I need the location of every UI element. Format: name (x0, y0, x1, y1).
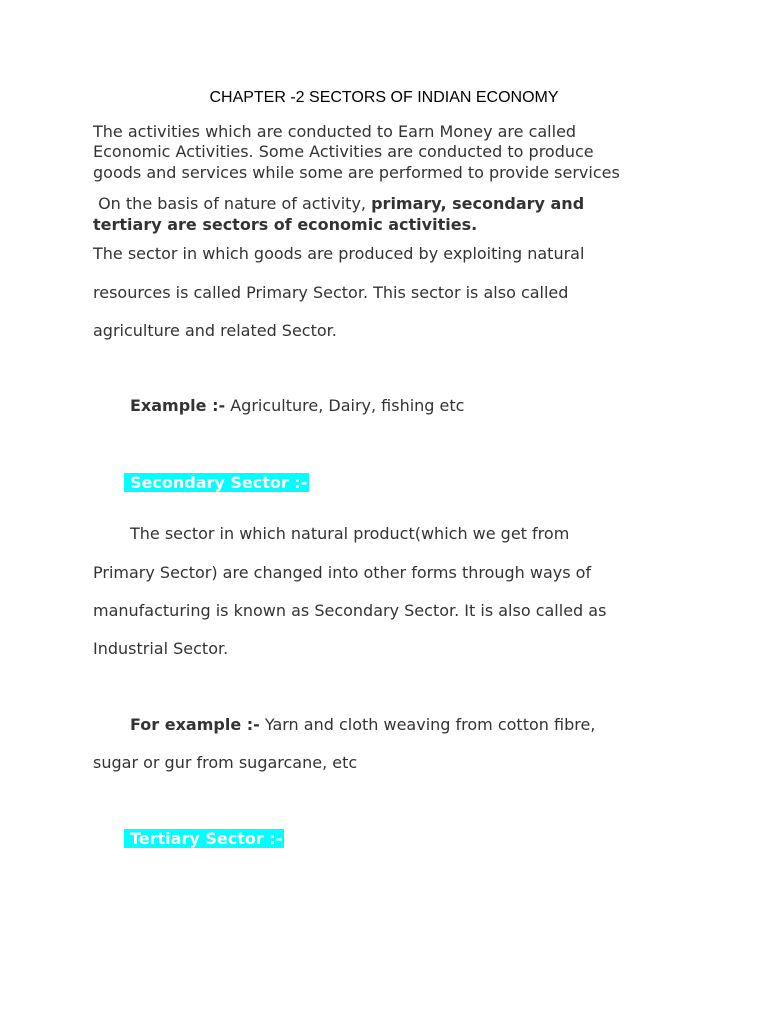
secondary-line-2: Primary Sector) are changed into other forms through ways of (93, 563, 592, 582)
basis-line-2 (93, 215, 477, 234)
page-title (0, 89, 768, 107)
secondary-example-text-1: Yarn and cloth weaving from cotton fibre, (259, 715, 596, 734)
tertiary-heading (124, 829, 284, 848)
intro-line-1: The activities which are conducted to Earn Money are called (93, 122, 577, 141)
intro-line-2: Economic Activities. Some Activities are conducted to produce (93, 142, 594, 161)
basis-line-1 (93, 194, 584, 213)
primary-example-text: Agriculture, Dairy, fishing etc (225, 396, 465, 415)
basis-bold-text-1: primary, secondary and (371, 194, 585, 213)
primary-example-label: Example :- (130, 396, 226, 415)
secondary-line-3: manufacturing is known as Secondary Sector. It is also called as (93, 601, 607, 620)
secondary-example-line-2: sugar or gur from sugarcane, etc (93, 753, 358, 772)
secondary-example-label: For example :- (130, 715, 260, 734)
basis-bold-text-2: tertiary are sectors of economic activities. (93, 215, 478, 234)
secondary-heading-text: Secondary Sector :- (124, 473, 309, 492)
secondary-example (130, 715, 595, 734)
secondary-line-1: The sector in which natural product(which we get from (130, 524, 570, 543)
tertiary-heading-text: Tertiary Sector :- (124, 829, 284, 848)
secondary-line-4: Industrial Sector. (93, 639, 229, 658)
primary-line-3: agriculture and related Sector. (93, 321, 337, 340)
page-title-text: CHAPTER -2 SECTORS OF INDIAN ECONOMY (209, 89, 559, 106)
intro-line-3: goods and services while some are performed to provide services (93, 163, 620, 182)
primary-example (130, 396, 464, 415)
basis-plain-text: On the basis of nature of activity, (93, 194, 372, 213)
secondary-heading (124, 473, 309, 492)
primary-line-2: resources is called Primary Sector. This sector is also called (93, 283, 569, 302)
primary-line-1: The sector in which goods are produced by exploiting natural (93, 244, 585, 263)
